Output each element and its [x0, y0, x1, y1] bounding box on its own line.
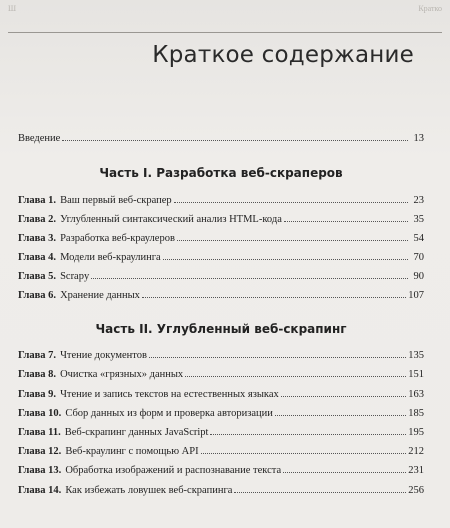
- chapter-title: Углубленный синтаксический анализ HTML-кода: [60, 214, 282, 225]
- toc-entry-title: Введение: [18, 133, 61, 144]
- page-title: Краткое содержание: [152, 42, 414, 68]
- chapter-page: 54: [413, 233, 424, 244]
- chapter-page: 70: [413, 252, 424, 263]
- chapter-title: Сбор данных из форм и проверка авторизации: [65, 408, 273, 419]
- toc-entry: [18, 249, 424, 263]
- toc-entry: [18, 405, 424, 419]
- leader-dots: [149, 347, 406, 358]
- chapter-label: Глава 6.: [18, 290, 57, 301]
- toc-entry: [18, 366, 424, 380]
- part-heading-2: Часть II. Углубленный веб-скрапинг: [95, 322, 347, 336]
- running-head: [8, 4, 442, 14]
- chapter-title: Очистка «грязных» данных: [60, 369, 184, 380]
- toc-entry: [18, 482, 424, 496]
- toc-entry-page: 13: [413, 133, 424, 144]
- chapter-page: 107: [408, 290, 424, 301]
- chapter-label: Глава 3.: [18, 233, 57, 244]
- toc-entry: [18, 192, 424, 206]
- chapter-label: Глава 1.: [18, 195, 57, 206]
- toc-entry: [18, 347, 424, 361]
- leader-dots: [281, 386, 406, 397]
- leader-dots: [210, 424, 406, 435]
- leader-dots: [185, 366, 406, 377]
- chapter-page: 35: [413, 214, 424, 225]
- toc-entry: [18, 268, 424, 282]
- chapter-title: Ваш первый веб-скрапер: [60, 195, 172, 206]
- running-head-page-number: Ш: [8, 4, 17, 13]
- chapter-page: 23: [413, 195, 424, 206]
- chapter-label: Глава 14.: [18, 485, 62, 496]
- toc-entry: [18, 443, 424, 457]
- leader-dots: [201, 443, 407, 454]
- chapter-label: Глава 5.: [18, 271, 57, 282]
- chapter-title: Веб-скрапинг данных JavaScript: [64, 427, 209, 438]
- leader-dots: [174, 192, 408, 203]
- chapter-label: Глава 9.: [18, 389, 57, 400]
- chapter-label: Глава 10.: [18, 408, 62, 419]
- chapter-page: 231: [408, 465, 424, 476]
- chapter-label: Глава 7.: [18, 350, 57, 361]
- leader-dots: [91, 268, 408, 279]
- chapter-page: 135: [408, 350, 424, 361]
- leader-dots: [163, 249, 408, 260]
- part-heading-1: Часть I. Разработка веб-скраперов: [99, 166, 343, 180]
- toc-entry: [18, 211, 424, 225]
- chapter-title: Разработка веб-краулеров: [60, 233, 175, 244]
- chapter-label: Глава 11.: [18, 427, 61, 438]
- chapter-label: Глава 2.: [18, 214, 57, 225]
- chapter-label: Глава 4.: [18, 252, 57, 263]
- leader-dots: [275, 405, 406, 416]
- chapter-page: 195: [408, 427, 424, 438]
- chapter-title: Чтение документов: [60, 350, 147, 361]
- chapter-title: Веб-краулинг с помощью API: [65, 446, 199, 457]
- running-head-title: Кратко: [418, 4, 442, 13]
- chapter-title: Обработка изображений и распознавание текста: [65, 465, 282, 476]
- leader-dots: [283, 462, 406, 473]
- chapter-label: Глава 13.: [18, 465, 62, 476]
- chapter-label: Глава 8.: [18, 369, 57, 380]
- chapter-page: 212: [408, 446, 424, 457]
- leader-dots: [62, 130, 408, 141]
- toc-entry: [18, 230, 424, 244]
- chapter-page: 185: [408, 408, 424, 419]
- chapter-label: Глава 12.: [18, 446, 62, 457]
- leader-dots: [234, 482, 406, 493]
- toc-entry: [18, 287, 424, 301]
- chapter-page: 90: [413, 271, 424, 282]
- chapter-page: 256: [408, 485, 424, 496]
- toc-entry: [18, 424, 424, 438]
- leader-dots: [177, 230, 408, 241]
- chapter-title: Модели веб-краулинга: [60, 252, 161, 263]
- leader-dots: [284, 211, 408, 222]
- toc-entry-intro: [18, 130, 424, 144]
- chapter-title: Чтение и запись текстов на естественных языках: [60, 389, 279, 400]
- chapter-page: 151: [408, 369, 424, 380]
- header-rule: [8, 32, 442, 33]
- toc-entry: [18, 462, 424, 476]
- chapter-title: Хранение данных: [60, 290, 140, 301]
- chapter-title: Scrapy: [60, 271, 90, 282]
- chapter-page: 163: [408, 389, 424, 400]
- toc-entry: [18, 386, 424, 400]
- chapter-title: Как избежать ловушек веб-скрапинга: [65, 485, 233, 496]
- leader-dots: [142, 287, 406, 298]
